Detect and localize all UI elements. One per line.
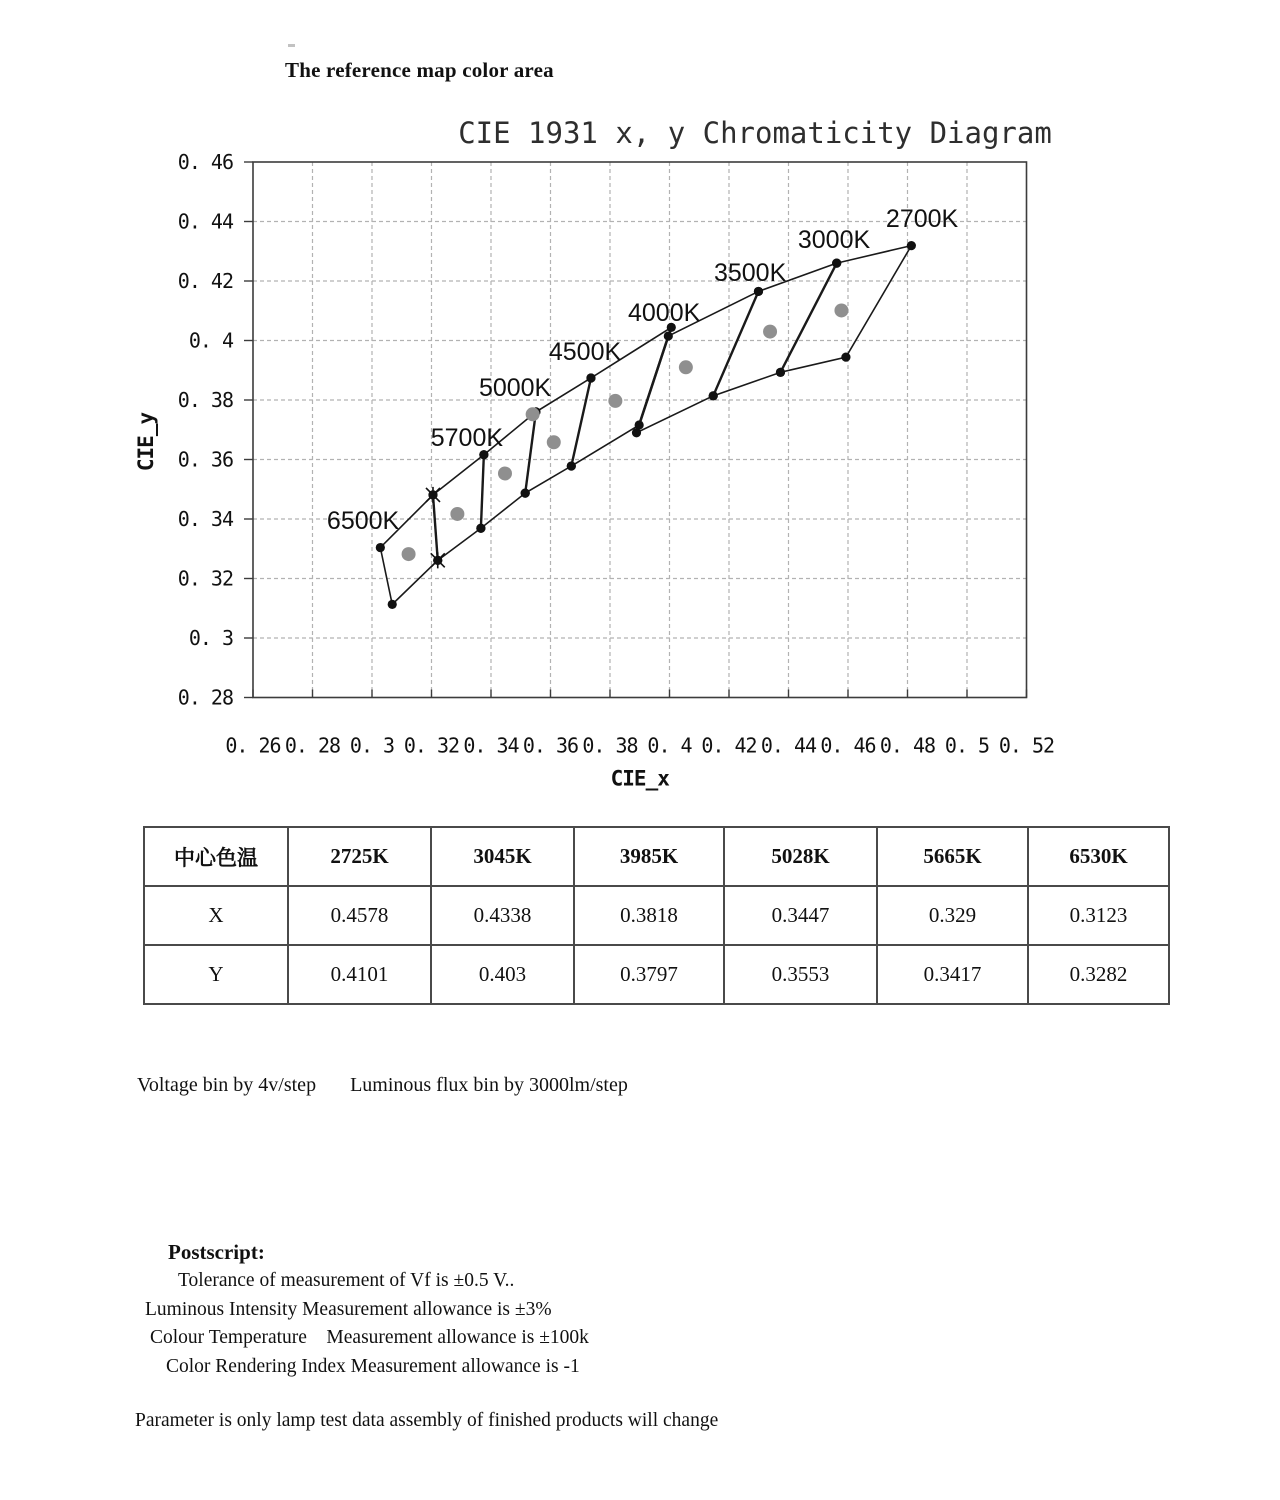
bin-corner-dot — [907, 241, 916, 250]
y-tick-label: 0. 46 — [177, 150, 233, 174]
y-tick-label: 0. 3 — [188, 626, 233, 650]
bin-center-dot — [450, 507, 464, 521]
y-tick-label: 0. 36 — [177, 447, 233, 472]
bin-corner-dot — [376, 543, 385, 552]
footer-note: Parameter is only lamp test data assembly of finished products will change — [135, 1410, 719, 1431]
x-tick-label: 0. 38 — [582, 733, 638, 758]
x-tick-label: 0. 32 — [403, 733, 460, 758]
bin-corner-dot — [476, 524, 485, 533]
bin-label-3000K: 3000K — [797, 225, 871, 254]
postscript-line: Color Rendering Index Measurement allowance is -1 — [166, 1356, 580, 1377]
table-cell: 0.4578 — [288, 886, 431, 945]
table-header-cell: 3045K — [431, 827, 574, 886]
bin-label-4000K: 4000K — [627, 299, 701, 328]
x-tick-label: 0. 34 — [463, 733, 519, 758]
table-header-cell: 2725K — [288, 827, 431, 886]
table-cell: 0.329 — [877, 886, 1028, 945]
bin-corner-dot — [567, 461, 576, 470]
postscript-title: Postscript: — [168, 1240, 265, 1264]
y-tick-label: 0. 4 — [188, 328, 233, 353]
bin-corner-dot — [664, 331, 673, 340]
table-cell: Y — [144, 945, 288, 1004]
bin-center-dot — [526, 407, 540, 421]
y-tick-label: 0. 32 — [177, 566, 233, 591]
postscript-line: Tolerance of measurement of Vf is ±0.5 V.. — [178, 1270, 515, 1291]
y-tick-label: 0. 28 — [177, 685, 233, 710]
bin-label-3500K: 3500K — [713, 258, 787, 287]
x-tick-label: 0. 5 — [944, 733, 990, 758]
bin-label-2700K: 2700K — [885, 205, 959, 234]
table-cell: 0.3417 — [877, 945, 1028, 1004]
postscript-line: Colour Temperature Measurement allowance is ±100k — [150, 1327, 589, 1348]
table-cell: 0.4101 — [288, 945, 431, 1004]
table-cell: 0.3553 — [724, 945, 877, 1004]
bin-label-5000K: 5000K — [478, 374, 552, 403]
bin-label-5700K: 5700K — [430, 424, 504, 453]
bin-corner-dot — [776, 368, 785, 377]
bin-corner-dot — [832, 259, 841, 268]
page-title: The reference map color area — [285, 58, 554, 82]
bin-label-4500K: 4500K — [548, 338, 622, 367]
x-tick-label: 0. 42 — [701, 733, 757, 758]
bin-corner-dot — [388, 600, 397, 609]
table-cell: 0.4338 — [431, 886, 574, 945]
x-tick-label: 0. 3 — [349, 733, 395, 758]
bin-center-dot — [763, 325, 777, 339]
table-cell: 0.403 — [431, 945, 574, 1004]
table-header-cell: 6530K — [1028, 827, 1169, 886]
bin-corner-dot — [586, 373, 595, 382]
bin-center-dot — [608, 394, 622, 408]
bin-corner-dot — [521, 489, 530, 498]
x-tick-label: 0. 36 — [522, 733, 579, 758]
bin-note — [137, 1074, 628, 1097]
cct-table-body — [144, 827, 1169, 1004]
table-header-cell: 5665K — [877, 827, 1028, 886]
table-cell: 0.3797 — [574, 945, 724, 1004]
chart-title: CIE 1931 x, y Chromaticity Diagram — [458, 116, 1052, 150]
table-header-cell: 3985K — [574, 827, 724, 886]
y-tick-label: 0. 42 — [177, 269, 233, 293]
bin-label-6500K: 6500K — [326, 507, 400, 536]
y-axis-label: CIE_y — [134, 412, 158, 472]
voltage-bin-note: Voltage bin by 4v/step — [137, 1074, 317, 1096]
x-tick-label: 0. 26 — [225, 733, 281, 758]
chart-labels — [134, 116, 1054, 791]
x-tick-label: 0. 4 — [647, 733, 692, 758]
cct-table — [143, 826, 1170, 1005]
bin-center-dot — [498, 466, 512, 480]
bin-center-dot — [402, 547, 416, 561]
y-tick-label: 0. 44 — [177, 209, 233, 234]
x-tick-label: 0. 52 — [998, 733, 1055, 758]
x-tick-label: 0. 28 — [284, 733, 341, 758]
x-tick-label: 0. 48 — [879, 733, 936, 758]
y-tick-label: 0. 38 — [177, 388, 233, 412]
bin-corner-dot — [754, 287, 763, 296]
bin-center-dot — [679, 360, 693, 374]
bin-corner-dot — [841, 353, 850, 362]
flux-bin-note: Luminous flux bin by 3000lm/step — [350, 1074, 628, 1096]
x-axis-label: CIE_x — [610, 766, 669, 791]
bin-center-dot — [834, 303, 848, 317]
x-tick-label: 0. 46 — [820, 733, 876, 758]
x-tick-label: 0. 44 — [760, 733, 817, 758]
table-cell: 0.3123 — [1028, 886, 1169, 945]
y-tick-label: 0. 34 — [177, 507, 233, 531]
table-cell: X — [144, 886, 288, 945]
table-header-cell: 5028K — [724, 827, 877, 886]
table-cell: 0.3447 — [724, 886, 877, 945]
table-header-cell: 中心色温 — [144, 827, 288, 886]
bin-corner-dot — [709, 391, 718, 400]
table-cell: 0.3282 — [1028, 945, 1169, 1004]
bin-center-dot — [547, 435, 561, 449]
bin-corner-dot — [635, 420, 644, 429]
postscript-line: Luminous Intensity Measurement allowance is ±3% — [145, 1299, 552, 1320]
table-cell: 0.3818 — [574, 886, 724, 945]
